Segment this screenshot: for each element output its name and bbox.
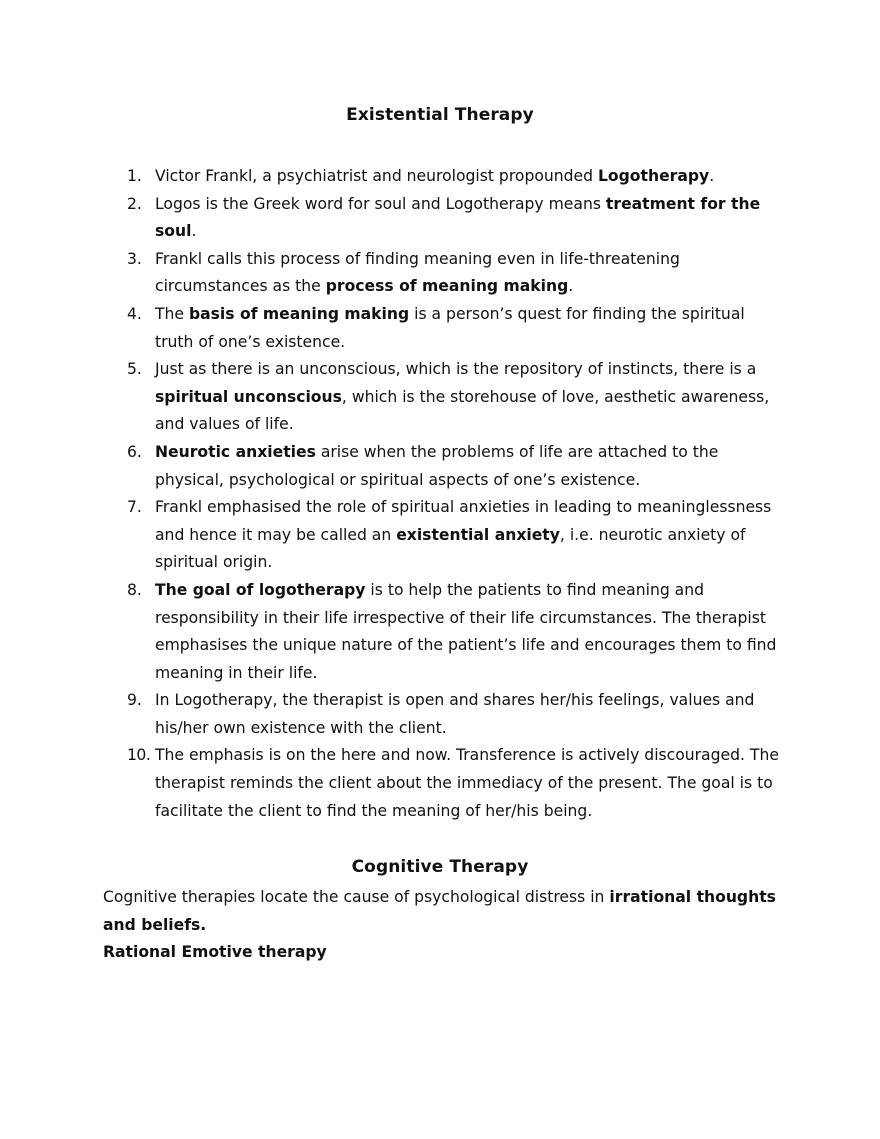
item-number: 2. xyxy=(127,194,142,213)
item-text-end: arise when the problems of life are attached to the physical, psychological or spiritual aspects of one’s existence. xyxy=(155,442,719,489)
rational-emotive-title: Rational Emotive therapy xyxy=(103,943,327,962)
item-bold-text: The goal of logotherapy xyxy=(155,580,366,599)
item-text-end: . xyxy=(191,222,197,241)
item-text-end: , which is the storehouse of love, aesthetic awareness, and values of life. xyxy=(155,387,770,434)
item-text-end: is a person’s quest for finding the spiritual truth of one’s existence. xyxy=(155,304,745,351)
item-number: 4. xyxy=(127,304,142,323)
item-text: Frankl calls this process of finding meaning even in life-threatening circumstances as the xyxy=(155,249,680,296)
item-number: 8. xyxy=(127,580,142,599)
item-number: 9. xyxy=(127,691,142,710)
item-number: 7. xyxy=(127,498,142,517)
item-number: 5. xyxy=(127,360,142,379)
numbered-list xyxy=(127,163,787,825)
item-text: In Logotherapy, the therapist is open and shares her/his feelings, values and his/her own existence with the client. xyxy=(155,691,755,737)
cognitive-text: Cognitive therapies locate the cause of psychological distress in xyxy=(103,888,610,906)
list-item xyxy=(127,246,787,301)
item-number: 3. xyxy=(127,249,142,268)
item-bold-text: spiritual unconscious xyxy=(155,387,342,406)
cognitive-section xyxy=(103,884,803,967)
item-text: Just as there is an unconscious, which is the repository of instincts, there is a xyxy=(155,360,757,379)
cognitive-paragraph xyxy=(103,884,803,939)
list-item xyxy=(127,742,787,825)
cognitive-bold-text: irrational thoughts and beliefs. xyxy=(103,888,776,934)
item-text-end: . xyxy=(568,277,574,296)
list-item xyxy=(127,301,787,356)
item-text: Victor Frankl, a psychiatrist and neurologist propounded xyxy=(155,167,598,185)
list-item xyxy=(127,687,787,742)
item-bold-text: Logotherapy xyxy=(598,167,710,185)
item-bold-text: basis of meaning making xyxy=(188,304,410,323)
list-item xyxy=(127,439,787,494)
list-item xyxy=(127,191,787,246)
item-number: 6. xyxy=(127,442,142,461)
item-text: The emphasis is on the here and now. Transference is actively discouraged. The therapist reminds the client about the immediacy of the present. The goal is to facilitate the client to find the meaning of her/his being. xyxy=(155,746,779,820)
section-title-existential-therapy: Existential Therapy xyxy=(346,105,534,125)
item-bold-text: existential anxiety xyxy=(396,525,560,544)
list-item xyxy=(127,577,787,687)
list-item xyxy=(127,356,787,439)
item-text: Frankl emphasised the role of spiritual anxieties in leading to meaninglessness and hence it may be called an xyxy=(155,498,772,544)
item-text-end: , i.e. neurotic anxiety of spiritual origin. xyxy=(155,525,746,572)
item-text-end: . xyxy=(709,167,715,185)
item-bold-text: process of meaning making xyxy=(325,277,569,296)
rational-emotive-heading xyxy=(103,939,803,967)
section-title-cognitive-therapy: Cognitive Therapy xyxy=(351,857,529,877)
item-text: Logos is the Greek word for soul and Logotherapy means xyxy=(155,194,606,213)
list-item xyxy=(127,163,787,191)
item-text: The xyxy=(155,304,189,323)
item-text-end: is to help the patients to find meaning and responsibility in their life irrespective of their life circumstances. The therapist emphasises the unique nature of the patient’s life and encourages them to find meaning in their life. xyxy=(155,580,777,682)
list-item xyxy=(127,494,787,577)
item-bold-text: treatment for the soul xyxy=(155,194,761,241)
item-number: 10. xyxy=(127,746,151,765)
item-number: 1. xyxy=(127,167,142,185)
item-bold-text: Neurotic anxieties xyxy=(155,442,316,461)
